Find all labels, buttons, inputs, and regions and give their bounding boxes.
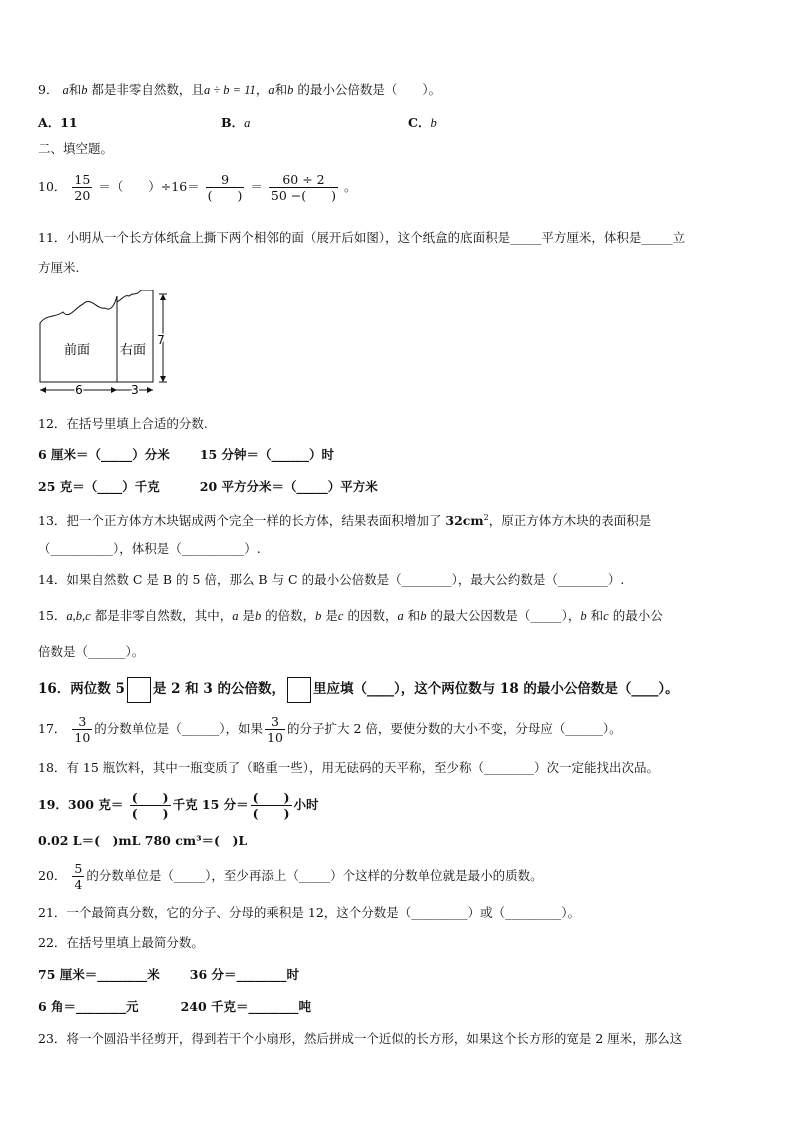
right-face-label: 右面 <box>119 343 147 358</box>
width-right-label: 3 <box>131 383 139 397</box>
fraction-3-10: $\frac{3}{10}$ <box>267 714 283 745</box>
width-front-label: 6 <box>75 383 83 397</box>
question-21: 21．一个最简真分数，它的分子、分母的乘积是 12，这个分数是（_________）或（_________）。 <box>38 905 581 920</box>
question-11-line1: 11．小明从一个长方体纸盒上撕下两个相邻的面（展开后如图），这个纸盒的底面积是_____平方厘米，体积是_____立 <box>38 230 686 245</box>
question-13-line2: （__________），体积是（__________）. <box>38 541 261 556</box>
answer-box[interactable] <box>127 677 151 703</box>
option-c[interactable]: C．b <box>408 115 437 130</box>
question-23: 23．将一个圆沿半径剪开，得到若干个小扇形，然后拼成一个近似的长方形，如果这个长方形的宽是 2 厘米，那么这 <box>38 1031 683 1046</box>
fraction-9: $\frac{9}{( )}$ <box>207 172 243 203</box>
front-face-label: 前面 <box>63 343 91 358</box>
question-12-row1: 6 厘米＝（_____）分米 15 分钟＝（______）时 <box>38 447 335 462</box>
fraction-60-div-2: $\frac{60 \div 2}{50 -( )}$ <box>270 172 337 203</box>
question-19-line2: 0.02 L＝( )mL 780 cm³＝( )L <box>38 833 248 848</box>
net-figure <box>35 290 175 402</box>
question-11-line2: 方厘米. <box>38 260 80 275</box>
option-a[interactable]: A．11 <box>38 115 78 130</box>
question-22-title: 22．在括号里填上最简分数。 <box>38 935 204 950</box>
fraction-5-4: $\frac{5}{4}$ <box>74 861 83 892</box>
question-17: 17． $\frac{3}{10}$ 的分数单位是（______），如果 $\frac{3}{10}$ 的分子扩大 2 倍，要使分数的大小不变，分母应（______）。 <box>38 714 622 745</box>
fraction-blank: $\frac{( )}{( )}$ <box>131 790 169 821</box>
question-12-title: 12．在括号里填上合适的分数. <box>38 416 208 431</box>
option-b[interactable]: B．a <box>221 115 251 130</box>
question-22-row1: 75 厘米＝________米 36 分＝________时 <box>38 967 299 982</box>
question-18: 18．有 15 瓶饮料，其中一瓶变质了（略重一些），用无砝码的天平称，至少称（________）次一定能找出次品。 <box>38 760 660 775</box>
section-heading: 二、填空题。 <box>38 141 114 156</box>
answer-box[interactable] <box>287 677 311 703</box>
question-15-line1: 15．a,b,c 都是非零自然数，其中，a 是b 的倍数，b 是c 的因数，a 和b 的最大公因数是（_____），b 和c 的最小公 <box>38 608 663 623</box>
question-20: 20． $\frac{5}{4}$ 的分数单位是（_____），至少再添上（_____）个这样的分数单位就是最小的质数。 <box>38 861 543 892</box>
height-label: 7 <box>157 333 165 347</box>
question-15-line2: 倍数是（______）。 <box>38 644 145 659</box>
question-12-row2: 25 克＝（____）千克 20 平方分米＝（_____）平方米 <box>38 479 378 494</box>
fraction-3-10: $\frac{3}{10}$ <box>74 714 91 745</box>
fraction-blank: $\frac{( )}{( )}$ <box>252 790 290 821</box>
question-19-line1: 19．300 克＝ $\frac{( )}{( )}$ 千克 15 分＝ $\frac{( )}{( )}$ 小时 <box>38 790 319 821</box>
question-14: 14．如果自然数 C 是 B 的 5 倍，那么 B 与 C 的最小公倍数是（________），最大公约数是（________）. <box>38 572 625 587</box>
fraction-15-20: $\frac{15}{20}$ <box>74 172 91 203</box>
question-22-row2: 6 角＝________元 240 千克＝________吨 <box>38 999 312 1014</box>
question-13-line1: 13．把一个正方体方木块锯成两个完全一样的长方体，结果表面积增加了 $32cm^2$，原正方体方木块的表面积是 <box>38 513 652 529</box>
question-16: 16．两位数 5 是 2 和 3 的公倍数， 里应填（____），这个两位数与 18 的最小公倍数是（____）。 <box>38 676 679 703</box>
question-9: 9． a和b 都是非零自然数，且a ÷ b = 11，a和b 的最小公倍数是（ ）。 <box>38 82 442 97</box>
question-10: 10． $\frac{15}{20}$ ＝（ ）÷16＝ $\frac{9}{( )}$ ＝ $\frac{60 \div 2}{50 -( )}$ 。 <box>38 172 357 203</box>
